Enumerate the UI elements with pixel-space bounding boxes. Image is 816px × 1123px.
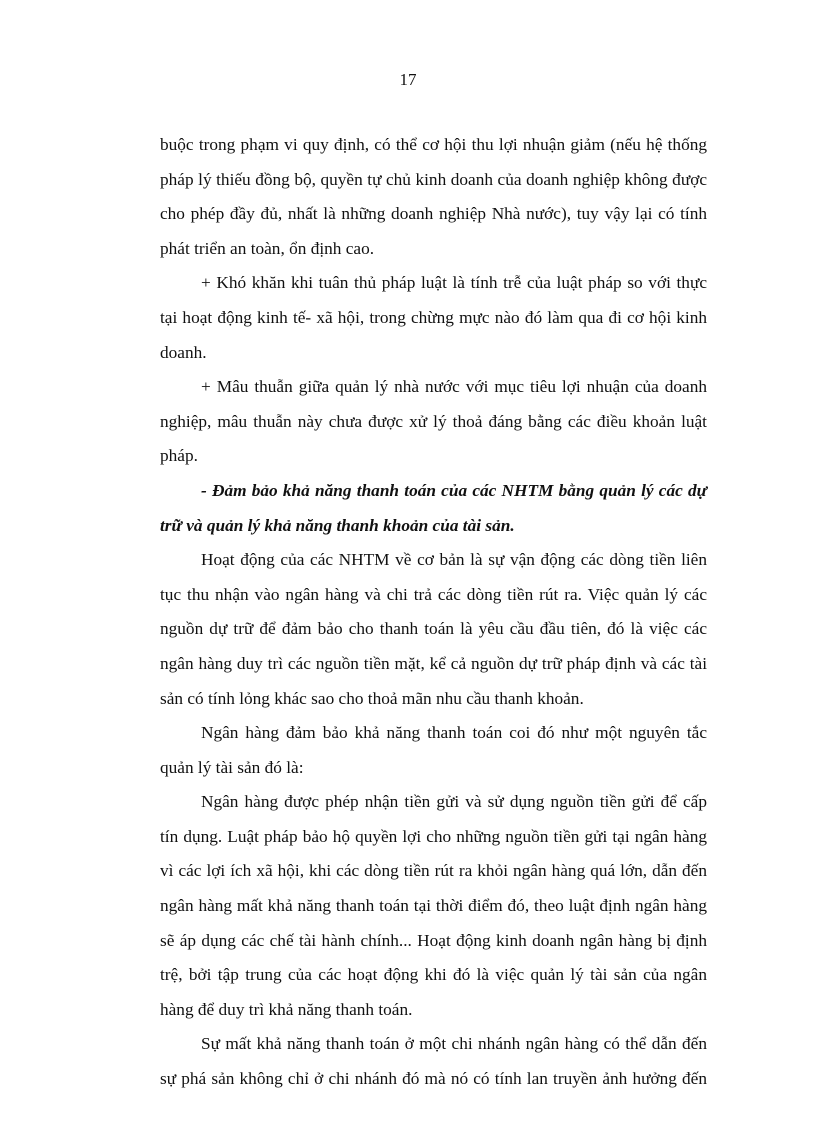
- text-line: tại hoạt động kinh tế- xã hội, trong chừng mực nào đó làm qua đi cơ hội kinh: [160, 307, 707, 327]
- text-line: cho phép đầy đủ, nhất là những doanh nghiệp Nhà nước), tuy vậy lại có tính: [160, 204, 707, 224]
- text-line: quản lý tài sản đó là:: [160, 757, 304, 777]
- text-line: ngân hàng duy trì các nguồn tiền mặt, kể cả nguồn dự trữ pháp định và các tài: [160, 653, 707, 673]
- text-line: doanh.: [160, 342, 207, 362]
- page-number: 17: [399, 70, 417, 89]
- body-text: [160, 128, 707, 1097]
- text-line: sự phá sản không chỉ ở chi nhánh đó mà nó có tính lan truyền ảnh hưởng đến: [160, 1069, 707, 1089]
- section-heading-line: - Đảm bảo khả năng thanh toán của các NHTM bằng quản lý các dự: [201, 480, 707, 500]
- text-line: sản có tính lỏng khác sao cho thoả mãn nhu cầu thanh khoản.: [160, 688, 584, 708]
- text-line: sẽ áp dụng các chế tài hành chính... Hoạt động kinh doanh ngân hàng bị định: [160, 930, 707, 950]
- text-line: Hoạt động của các NHTM về cơ bản là sự vận động các dòng tiền liên: [201, 550, 707, 570]
- text-line: + Khó khăn khi tuân thủ pháp luật là tính trễ của luật pháp so với thực: [201, 273, 707, 293]
- text-line: Ngân hàng đảm bảo khả năng thanh toán coi đó như một nguyên tắc: [201, 723, 707, 743]
- text-line: tín dụng. Luật pháp bảo hộ quyền lợi cho những nguồn tiền gửi tại ngân hàng: [160, 826, 707, 846]
- text-line: trệ, bởi tập trung của các hoạt động khi đó là việc quản lý tài sản của ngân: [160, 965, 707, 985]
- text-line: pháp.: [160, 446, 198, 466]
- text-line: vì các lợi ích xã hội, khi các dòng tiền rút ra khỏi ngân hàng quá lớn, dẫn đến: [160, 861, 707, 881]
- text-line: Ngân hàng được phép nhận tiền gửi và sử dụng nguồn tiền gửi để cấp: [201, 792, 707, 812]
- section-heading-line: trữ và quản lý khả năng thanh khoản của tài sản.: [160, 515, 515, 535]
- text-line: buộc trong phạm vi quy định, có thể cơ hội thu lợi nhuận giảm (nếu hệ thống: [160, 135, 707, 154]
- text-line: + Mâu thuẫn giữa quản lý nhà nước với mục tiêu lợi nhuận của doanh: [201, 377, 707, 397]
- text-line: ngân hàng mất khả năng thanh toán tại thời điểm đó, theo luật định ngân hàng: [160, 896, 707, 916]
- text-line: tục thu nhận vào ngân hàng và chi trả các dòng tiền rút ra. Việc quản lý các: [160, 584, 707, 604]
- text-line: phát triển an toàn, ổn định cao.: [160, 238, 375, 258]
- text-line: nguồn dự trữ để đảm bảo cho thanh toán là yêu cầu đầu tiên, đó là việc các: [160, 619, 707, 639]
- text-line: pháp lý thiếu đồng bộ, quyền tự chủ kinh doanh của doanh nghiệp không được: [160, 169, 707, 189]
- text-line: hàng để duy trì khả năng thanh toán.: [160, 999, 413, 1019]
- text-line: nghiệp, mâu thuẫn này chưa được xử lý thoả đáng bằng các điều khoản luật: [160, 411, 707, 431]
- text-line: Sự mất khả năng thanh toán ở một chi nhánh ngân hàng có thể dẫn đến: [201, 1034, 707, 1054]
